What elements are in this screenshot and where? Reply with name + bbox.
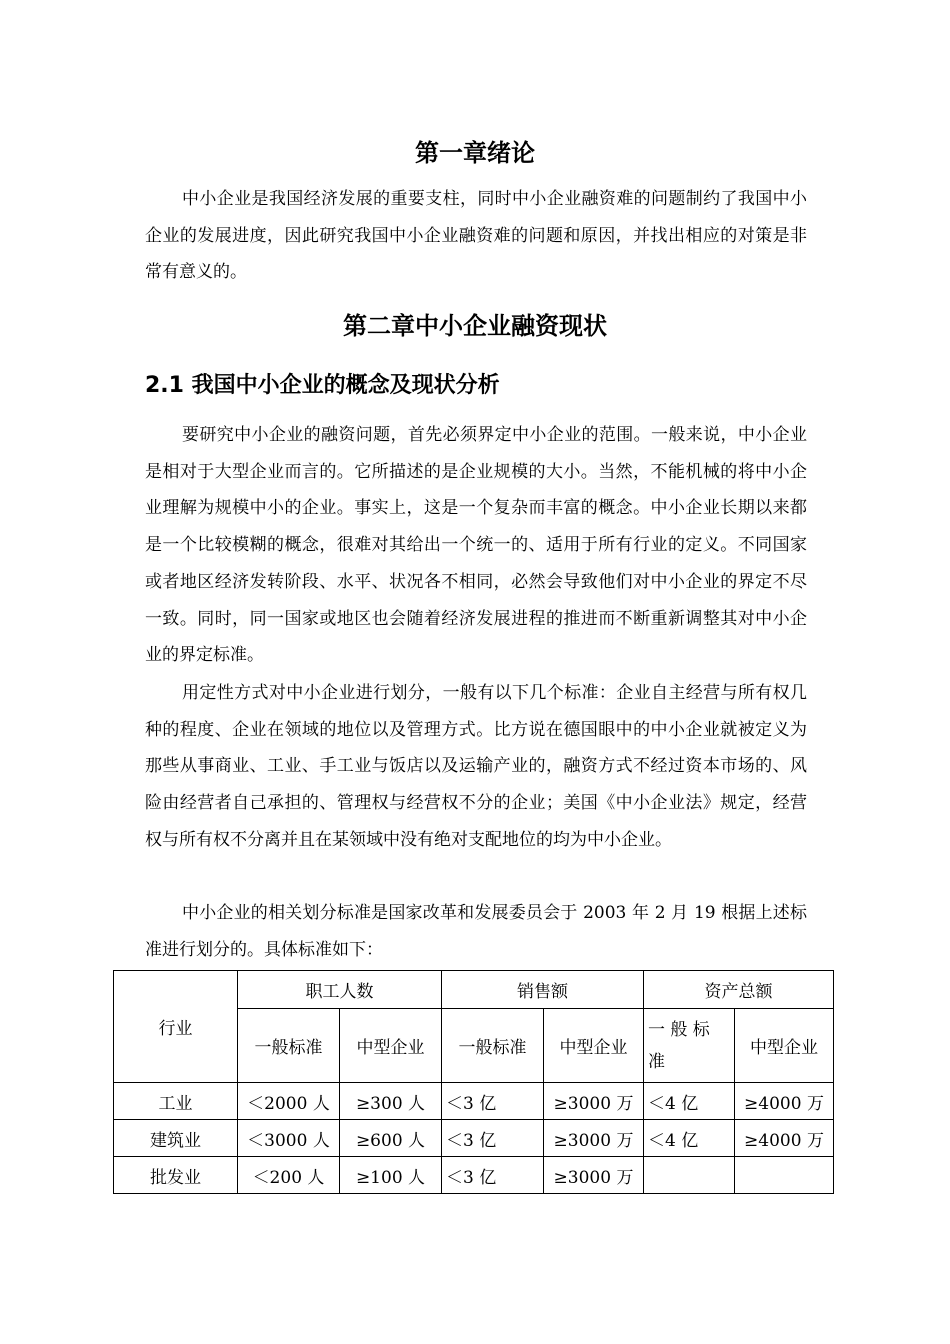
chapter1-title: 第一章绪论: [415, 139, 535, 167]
total-assets-header: 资产总额: [644, 971, 834, 1009]
table-cell: ＜4 亿: [644, 1083, 735, 1120]
table-cell: ≥3000 万: [544, 1120, 644, 1157]
table-cell: ≥100 人: [340, 1157, 442, 1194]
table-cell: ≥600 人: [340, 1120, 442, 1157]
sub-header: 一 般 标 准: [644, 1009, 735, 1083]
sme-classification-table: [113, 970, 834, 1194]
paragraph-definition: 要研究中小企业的融资问题，首先必须界定中小企业的范围。一般来说，中小企业是相对于大型企业而言的。它所描述的是企业规模的大小。当然，不能机械的将中小企业理解为规模中小的企业。事实上，这是一个复杂而丰富的概念。中小企业长期以来都是一个比较模糊的概念，很难对其给出一个统一的、适用于所有行业的定义。不同国家或者地区经济发转阶段、水平、状况各不相同，必然会导致他们对中小企业的界定不尽一致。同时，同一国家或地区也会随着经济发展进程的推进而不断重新调整其对中小企业的界定标准。: [145, 425, 807, 666]
table-row: [114, 1157, 834, 1194]
table-cell: ＜200 人: [238, 1157, 340, 1194]
paragraph-qualitative: 用定性方式对中小企业进行划分，一般有以下几个标准：企业自主经营与所有权几种的程度、企业在领域的地位以及管理方式。比方说在德国眼中的中小企业就被定义为那些从事商业、工业、手工业与饭店以及运输产业的，融资方式不经过资本市场的、风险由经营者自己承担的、管理权与经营权不分的企业；美国《中小企业法》规定，经营权与所有权不分离并且在某领域中没有绝对支配地位的均为中小企业。: [145, 683, 807, 850]
industry-cell: 批发业: [114, 1157, 238, 1194]
table-cell: ≥4000 万: [735, 1083, 834, 1120]
table-cell: ＜3000 人: [238, 1120, 340, 1157]
table-cell: ＜3 亿: [442, 1083, 544, 1120]
sub-header: 中型企业: [544, 1009, 644, 1083]
chapter1-paragraph: 中小企业是我国经济发展的重要支柱，同时中小企业融资难的问题制约了我国中小企业的发展进度，因此研究我国中小企业融资难的问题和原因，并找出相应的对策是非常有意义的。: [145, 189, 807, 283]
table-row: [114, 1120, 834, 1157]
table-cell: ≥3000 万: [544, 1157, 644, 1194]
table-cell: [735, 1157, 834, 1194]
table-cell: [644, 1157, 735, 1194]
table-cell: ≥3000 万: [544, 1083, 644, 1120]
table-cell: ≥4000 万: [735, 1120, 834, 1157]
industry-header: 行业: [114, 971, 238, 1083]
section-2-1-title: 2.1 我国中小企业的概念及现状分析: [145, 373, 500, 398]
industry-cell: 建筑业: [114, 1120, 238, 1157]
table-cell: ＜3 亿: [442, 1120, 544, 1157]
sub-header: 中型企业: [340, 1009, 442, 1083]
table-cell: ＜2000 人: [238, 1083, 340, 1120]
table-header-row: [114, 971, 834, 1009]
sub-header: 中型企业: [735, 1009, 834, 1083]
table-cell: ≥300 人: [340, 1083, 442, 1120]
table-row: [114, 1083, 834, 1120]
sub-header: 一般标准: [442, 1009, 544, 1083]
industry-cell: 工业: [114, 1083, 238, 1120]
table-cell: ＜4 亿: [644, 1120, 735, 1157]
sub-header: 一般标准: [238, 1009, 340, 1083]
paragraph-standard-intro: 中小企业的相关划分标准是国家改革和发展委员会于 2003 年 2 月 19 根据上述标准进行划分的。具体标准如下：: [145, 903, 807, 960]
employee-count-header: 职工人数: [238, 971, 442, 1009]
sales-header: 销售额: [442, 971, 644, 1009]
chapter2-title: 第二章中小企业融资现状: [343, 312, 607, 340]
table-cell: ＜3 亿: [442, 1157, 544, 1194]
